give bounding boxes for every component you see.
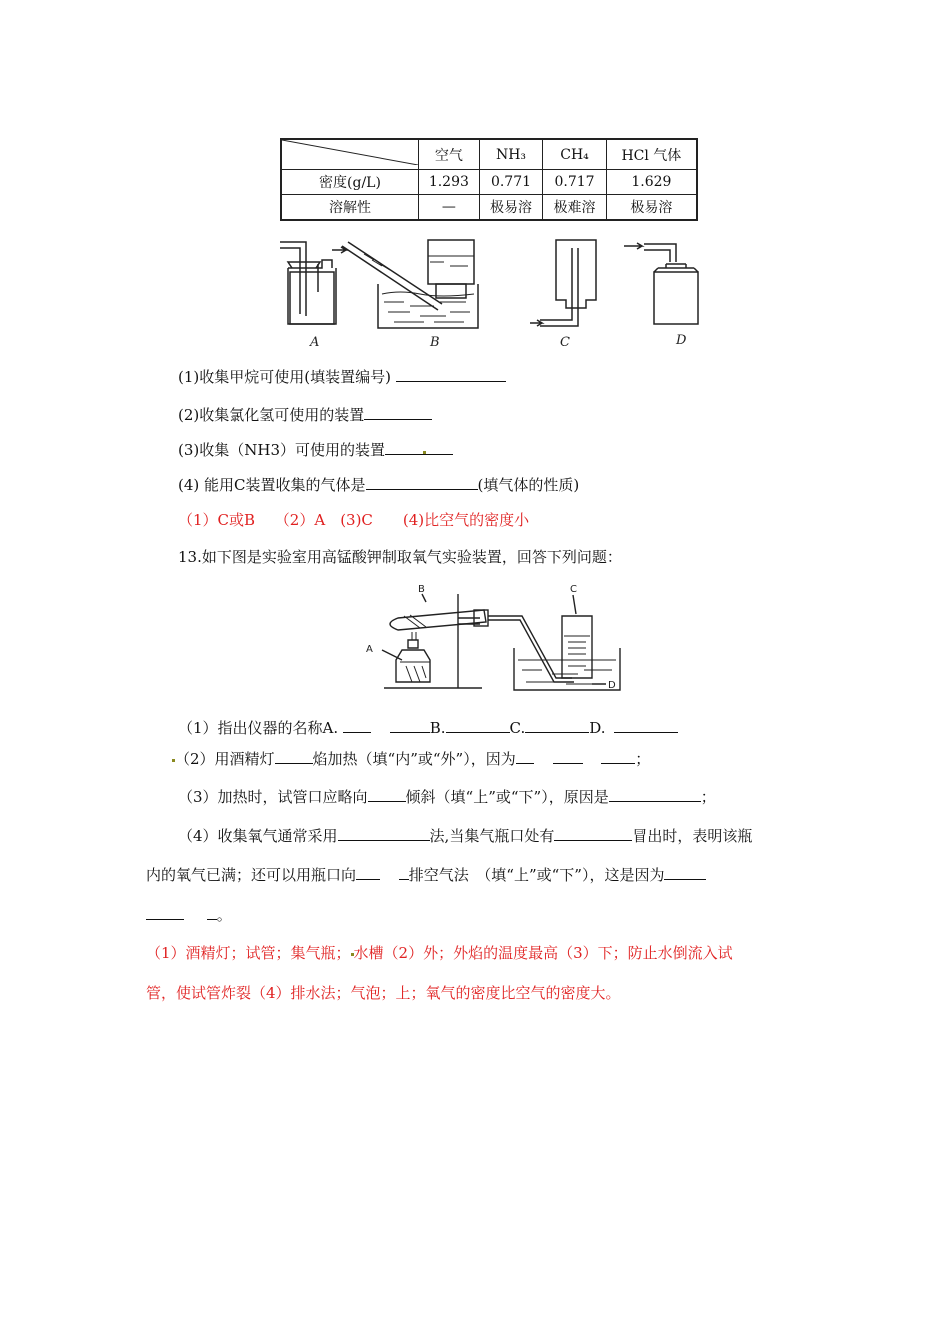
q13-part4 [178, 825, 752, 847]
answer-blank[interactable] [601, 748, 635, 764]
answer-blank[interactable] [385, 439, 453, 455]
q13-answer-line1 [146, 942, 733, 964]
question-text: （4）收集氧气通常采用 [178, 827, 338, 845]
answer-blank[interactable] [275, 748, 313, 764]
table-cell: 极易溶 [479, 195, 543, 220]
q13-part6 [146, 904, 232, 926]
q13-part1 [178, 717, 678, 739]
gas-property-table [280, 138, 698, 221]
answer-blank[interactable] [554, 825, 632, 841]
answer-blank[interactable] [366, 474, 478, 490]
apparatus-label-b: B [430, 335, 440, 350]
table-header: HCl 气体 [606, 139, 697, 170]
answer-blank[interactable] [609, 786, 701, 802]
question-text: (2)收集氯化氢可使用的装置 [178, 406, 365, 424]
q12-part2 [178, 404, 432, 426]
table-row-label: 溶解性 [281, 195, 419, 220]
table-cell: 1.293 [419, 170, 480, 195]
answer-text: （1）酒精灯；试管；集气瓶； [146, 944, 351, 962]
question-text: 。 [216, 906, 232, 924]
answer-blank[interactable] [146, 904, 184, 920]
question-text: ； [700, 788, 716, 806]
answer-blank[interactable] [356, 864, 380, 880]
q12-answer: （1）C或B （2）A (3)C (4)比空气的密度小 [178, 511, 530, 529]
answer-blank[interactable] [446, 717, 510, 733]
question-text: （1）指出仪器的名称A. [178, 719, 339, 737]
figure-label-c: C [570, 584, 577, 595]
gas-collection-apparatus-figure [270, 228, 710, 356]
q12-part3 [178, 439, 453, 461]
apparatus-label-d: D [676, 333, 687, 348]
q13-part2 [172, 748, 650, 770]
mark-dot [423, 451, 426, 454]
table-cell: 极易溶 [606, 195, 697, 220]
answer-blank[interactable] [207, 904, 217, 920]
table-cell: 0.717 [543, 170, 607, 195]
answer-blank[interactable] [390, 717, 430, 733]
apparatus-label-c: C [560, 335, 570, 350]
answer-blank[interactable] [343, 717, 371, 733]
question-text: 冒出时，表明该瓶 [632, 827, 753, 845]
question-text: D. [589, 719, 606, 737]
table-header: CH₄ [543, 139, 607, 170]
table-cell: 极难溶 [543, 195, 607, 220]
table-corner-cell [281, 139, 419, 170]
diagonal-divider [282, 140, 418, 165]
table-header: NH₃ [479, 139, 543, 170]
question-text: (3)收集（NH3）可使用的装置 [178, 441, 385, 459]
oxygen-apparatus-figure [362, 580, 622, 698]
question-text: 倾斜（填“上”或“下”），原因是 [405, 788, 609, 806]
figure-label-b: B [418, 584, 425, 595]
answer-blank[interactable] [364, 404, 432, 420]
q12-part1 [178, 366, 506, 388]
question-text: 排空气法 （填“上”或“下”），这是因为 [408, 866, 665, 884]
table-cell: — [419, 195, 480, 220]
question-text: (1)收集甲烷可使用(填装置编号) [178, 368, 391, 386]
question-text: (填气体的性质) [477, 476, 580, 494]
answer-blank[interactable] [525, 717, 589, 733]
table-header: 空气 [419, 139, 480, 170]
answer-blank[interactable] [399, 864, 409, 880]
answer-blank[interactable] [338, 825, 430, 841]
q13-part5 [146, 864, 706, 886]
table-cell: 1.629 [606, 170, 697, 195]
answer-blank[interactable] [368, 786, 406, 802]
question-text: (4) 能用C装置收集的气体是 [178, 476, 366, 494]
answer-blank[interactable] [553, 748, 583, 764]
q13-title: 13.如下图是实验室用高锰酸钾制取氧气实验装置，回答下列问题： [178, 548, 622, 566]
answer-text: 水槽（2）外；外焰的温度最高（3）下；防止水倒流入试 [353, 944, 733, 962]
question-text: C. [509, 719, 526, 737]
question-text: 法,当集气瓶口处有 [429, 827, 555, 845]
question-text: ； [635, 750, 651, 768]
table-row-label: 密度(g/L) [281, 170, 419, 195]
figure-label-a: A [366, 644, 373, 655]
answer-blank[interactable] [614, 717, 678, 733]
question-text: B. [429, 719, 446, 737]
answer-blank[interactable] [664, 864, 706, 880]
q12-part4 [178, 474, 579, 496]
question-text: （3）加热时，试管口应略向 [178, 788, 368, 806]
question-text: 内的氧气已满；还可以用瓶口向 [146, 866, 357, 884]
apparatus-label-a: A [310, 335, 320, 350]
q13-part3 [178, 786, 716, 808]
question-text: （2）用酒精灯 [175, 750, 275, 768]
question-text: 焰加热（填“内”或“外”），因为 [312, 750, 516, 768]
q13-answer-line2: 管，使试管炸裂（4）排水法；气泡；上；氧气的密度比空气的密度大。 [146, 984, 621, 1002]
table-cell: 0.771 [479, 170, 543, 195]
answer-blank[interactable] [516, 748, 534, 764]
figure-label-d: D [608, 680, 616, 691]
answer-blank[interactable] [396, 366, 506, 382]
